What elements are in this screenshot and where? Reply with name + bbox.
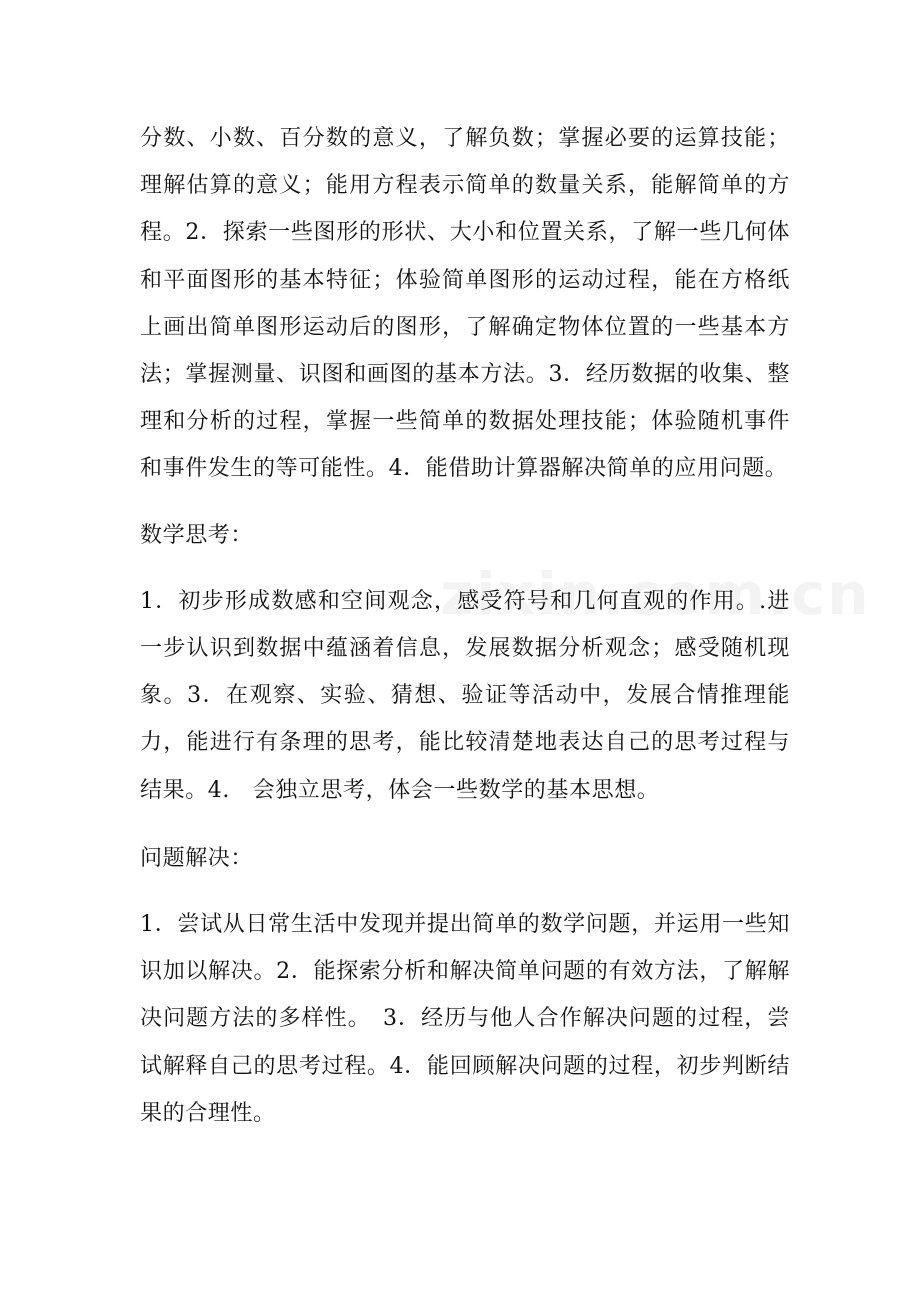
- section-heading-thinking: 数学思考：: [140, 522, 254, 548]
- intro-paragraph: 分数、小数、百分数的意义，了解负数；掌握必要的运算技能；理解估算的意义；能用方程表示简单的数量关系，能解简单的方程。2．探索一些图形的形状、大小和位置关系，了解一些几何体和平面图形的基本特征；体验简单图形的运动过程，能在方格纸上画出简单图形运动后的图形，了解确定物体位置的一些基本方法；掌握测量、识图和画图的基本方法。3．经历数据的收集、整理和分析的过程，掌握一些简单的数据处理技能；体验随机事件和事件发生的等可能性。4．能借助计算器解决简单的应用问题。: [140, 126, 790, 482]
- section-heading-problem-solving: 问题解决：: [140, 845, 254, 871]
- section-body-problem-solving: 1．尝试从日常生活中发现并提出简单的数学问题，并运用一些知识加以解决。2．能探索分析和解决简单问题的有效方法，了解解决问题方法的多样性。 3．经历与他人合作解决问题的过程，尝试解释自己的思考过程。4．能回顾解决问题的过程，初步判断结果的合理性。: [140, 912, 790, 1126]
- document-body: [140, 115, 790, 1137]
- section-body-thinking: 1．初步形成数感和空间观念，感受符号和几何直观的作用。.进一步认识到数据中蕴涵着信息，发展数据分析观念；感受随机现象。3．在观察、实验、猜想、验证等活动中，发展合情推理能力，能进行有条理的思考，能比较清楚地表达自己的思考过程与结果。4. 会独立思考，体会一些数学的基本思想。: [140, 588, 790, 803]
